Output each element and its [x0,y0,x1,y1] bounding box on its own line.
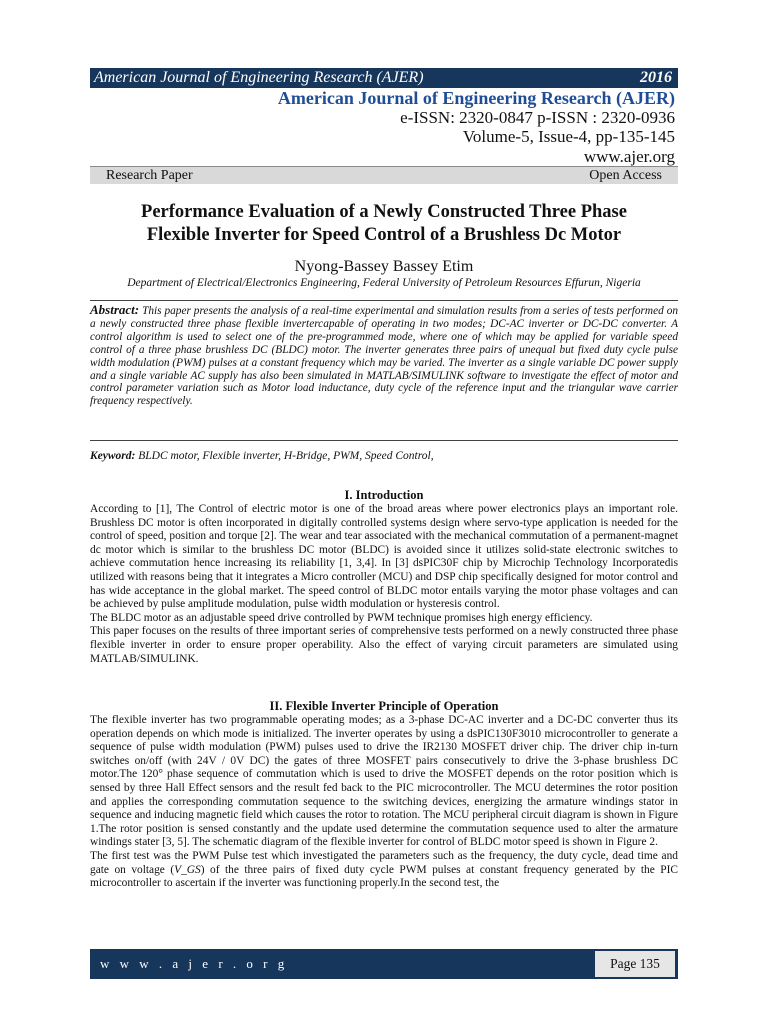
abstract-top-rule [90,300,678,301]
page-number: Page 135 [595,951,675,977]
journal-header-title: American Journal of Engineering Research (AJER) [94,69,424,86]
author-name: Nyong-Bassey Bassey Etim [294,258,474,275]
ops-paragraph-2-end: ) of the three pairs of fixed duty cycle PWM pulses at constant frequency generated by the PIC microcontroller to ascertain if the inverter was functioning properly.In the second test, the [90,863,678,890]
footer-website-link[interactable]: w w w . a j e r . o r g [100,956,288,971]
abstract-label: Abstract: [90,302,140,317]
paper-type-bar [90,166,678,184]
keywords [90,450,678,462]
access-type: Open Access [589,167,662,183]
abstract-bottom-rule [90,440,678,441]
keywords-text: BLDC motor, Flexible inverter, H-Bridge, PWM, Speed Control, [138,450,434,462]
abstract [90,304,678,408]
ops-paragraph-2-start: The first test was the PWM Pulse test which investigated the parameters such as the frequency, the duty cycle, dead time and gate on voltage ( [90,849,678,876]
author-affiliation: Department of Electrical/Electronics Engineering, Federal University of Petroleum Resources Effurun, Nigeria [127,277,641,289]
journal-website-link[interactable]: www.ajer.org [583,147,675,166]
section-heading-introduction: I. Introduction [344,488,424,502]
journal-header-bar [90,68,678,88]
keywords-label: Keyword: [90,450,136,462]
journal-name: American Journal of Engineering Research (AJER) [277,88,675,108]
abstract-text: This paper presents the analysis of a real-time experimental and simulation results from a series of tests performed on a newly constructed three phase flexible invertercapable of operating in two modes; DC-AC inverter or DC-DC converter. A control algorithm is used to select one of the pre-programmed mode, where one of which may be applied for variable speed control of a three phase brushless DC (BLDC) motor. The inverter generates three pairs of unequal but fixed duty cycle pulse width modulation (PWM) pulses at a constant frequency which may be varied. The inverter as a single variable DC power supply and a single variable AC supply has also been simulated in MATLAB/SIMULINK software to investigate the effect of motor and control parameter variation such as Motor load inductance, duty cycle of the reference input and the triangular wave carrier frequency respectively. [90,305,678,408]
vgs-symbol: V_GS [174,863,201,876]
introduction-body [90,503,678,666]
section-heading-principle-of-operation: II. Flexible Inverter Principle of Operation [269,699,499,713]
paper-title-line-1: Performance Evaluation of a Newly Constructed Three Phase [141,202,627,222]
paper-title [90,201,678,247]
paper-type: Research Paper [106,167,193,183]
footer-bar [90,949,678,979]
journal-issn: e-ISSN: 2320-0847 p-ISSN : 2320-0936 [400,108,675,127]
journal-volume: Volume-5, Issue-4, pp-135-145 [462,127,675,146]
intro-paragraph-3: This paper focuses on the results of three important series of comprehensive tests performed on a newly constructed three phase flexible inverter in order to ensure proper operability. Also the effect of varying circuit parameters are simulated using MATLAB/SIMULINK. [90,625,678,665]
paper-title-line-2: Flexible Inverter for Speed Control of a Brushless Dc Motor [146,225,622,245]
intro-paragraph-1: According to [1], The Control of electric motor is one of the broad areas where power electronics plays an important role. Brushless DC motor is often incorporated in digitally controlled systems design where servo-type application is needed for the control of speed, position and torque [2]. The wear and tear associated with the mechanical commutation of a permanent-magnet dc motor which is similar to the brushless DC motor (BLDC) is avoided since it utilizes solid-state electronic switches to achieve commutation hence increasing its reliability [1, 3,4]. In [3] dsPIC30F chip by Microchip Technology Incorporatedis utilized with reasons being that it integrates a Micro controller (MCU) and DSP chip specifically designed for motor control and has wide acceptance in the global market. The speed control of BLDC motor entails varying the motor phase voltages and can be achieved by pulse amplitude modulation, pulse width modulation or hysteresis control. [90,503,678,611]
journal-year: 2016 [640,69,672,86]
ops-paragraph-1: The flexible inverter has two programmable operating modes; as a 3-phase DC-AC inverter and a DC-DC converter thus its operation depends on which mode is initialized. The inverter operates by using a dsPIC130F3010 microcontroller to generate a sequence of pulse width modulation (PWM) pulses used to drive the IR2130 MOSFET driver chip. The driver chip in-turn switches on/off (with 24V / 0V DC) the gates of three MOSFET pairs consecutively to drive the 3-phase brushless DC motor.The 120° phase sequence of commutation which is used to drive the MOSFET depends on the rotor position which is sensed by three Hall Effect sensors and the result fed back to the PIC microcontroller. The MCU determines the rotor position and applies the corresponding commutation sequence to the switching devices, energizing the armature windings stator in sequence and inducing magnetic field which causes the rotor to rotation. The MCU peripheral circuit diagram is shown in Figure 1.The rotor position is sensed constantly and the update used determine the commutation sequence used to alter the armature windings stater [3, 5]. The schematic diagram of the flexible inverter for control of BLDC motor speed is shown in Figure 2. [90,714,678,849]
operation-body [90,714,678,891]
intro-paragraph-2: The BLDC motor as an adjustable speed drive controlled by PWM technique promises high energy efficiency. [90,611,593,624]
ops-paragraph-2 [90,850,678,891]
